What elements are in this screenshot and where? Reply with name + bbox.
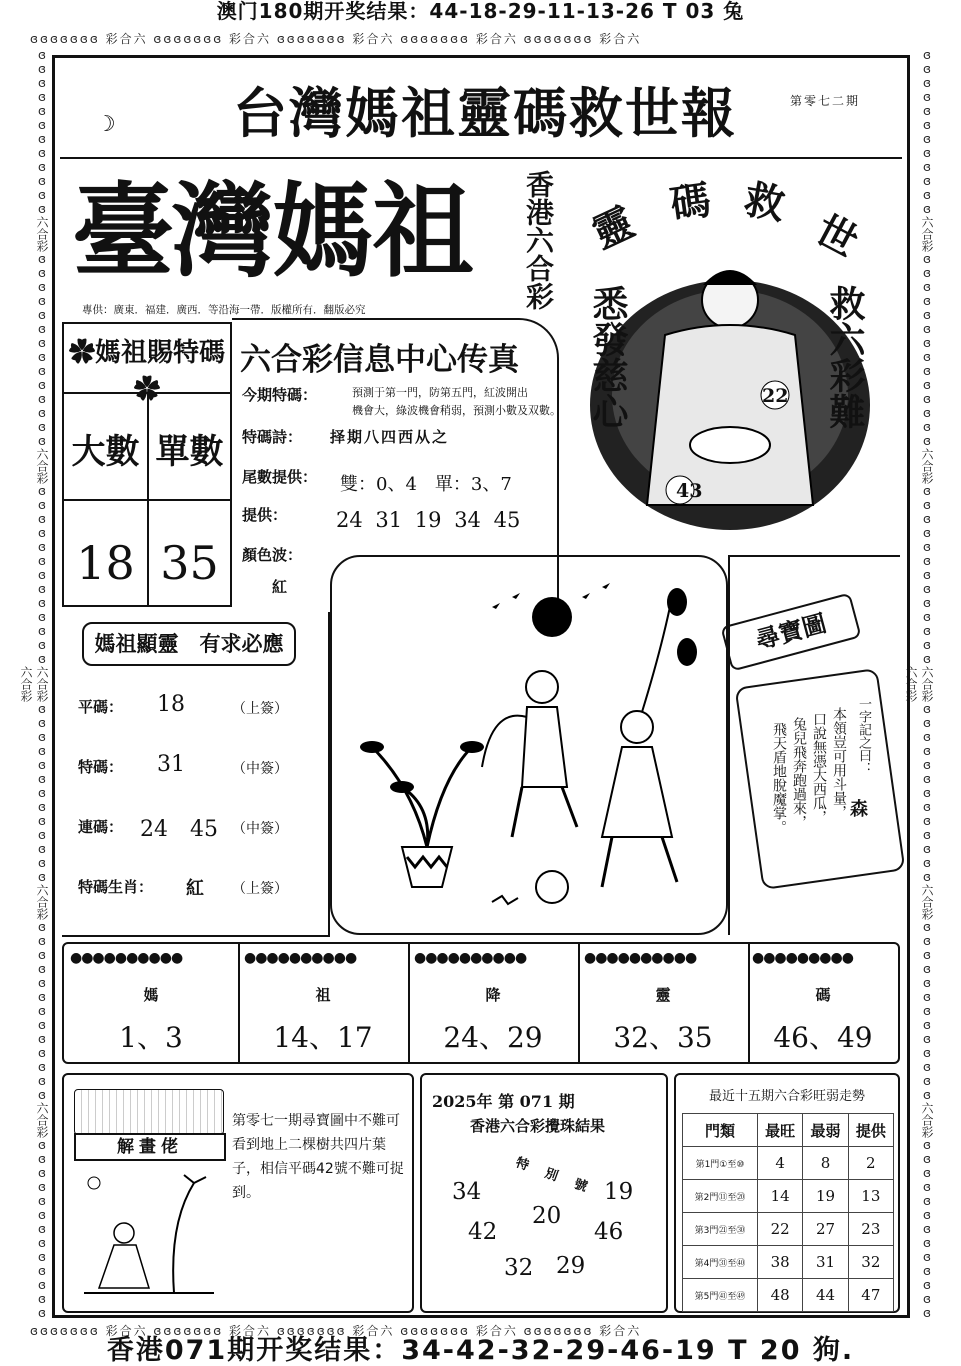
trend-cell: 32: [848, 1246, 893, 1279]
trend-cell: 2: [848, 1147, 893, 1180]
masthead-side-label: 香港六合彩: [522, 170, 555, 310]
trend-header-cell: 最旺: [758, 1114, 803, 1147]
trend-cell: 44: [803, 1279, 848, 1312]
mazu-box: [62, 612, 330, 937]
bottom-banner: 香港071期开奖结果：34-42-32-29-46-19 T 20 狗.: [106, 1335, 855, 1366]
buddha-arc-text-2: 碼: [667, 176, 714, 229]
special-code-col1-value: 18: [76, 536, 135, 590]
trend-cell: 13: [848, 1180, 893, 1213]
fax-color-label: 顏色波：: [242, 546, 303, 564]
treasure-riddle-answer: 森: [850, 799, 868, 820]
number-cell-3: [408, 944, 580, 1062]
result-number-2: 19: [604, 1179, 634, 1205]
number-cell-5: [748, 944, 898, 1062]
border-pattern-right: ɞɞɞɞɞɞɞɞɞɞɞɞ六合彩ɞɞɞɞɞɞɞɞɞɞɞɞɞɞ六合彩ɞɞɞɞɞɞɞɞɞɞɞɞɞ六合彩ɞɞɞɞɞɞɞɞɞɞɞɞɞ六合彩ɞɞɞɞɞɞɞɞɞɞɞɞɞ六合彩ɞɞɞɞɞɞɞɞɞɞɞɞɞ六合彩: [904, 48, 934, 1320]
number-cell-3-values: 24、29: [443, 1021, 543, 1054]
fax-color-text: 紅: [272, 578, 288, 596]
trend-table: [682, 1113, 894, 1312]
trend-cell: 27: [803, 1213, 848, 1246]
buddha-number-a: 22: [762, 385, 789, 407]
result-number-5: 32: [504, 1255, 534, 1281]
number-cell-4-values: 32、35: [613, 1021, 713, 1054]
mazu-row-3-value: 24 45: [140, 817, 218, 842]
header-divider: [60, 157, 902, 159]
buddha-arc-text-1: 靈: [585, 198, 642, 258]
header-title: 台灣媽祖靈碼救世報: [233, 81, 737, 145]
special-code-box: [62, 322, 232, 607]
table-row: [683, 1180, 894, 1213]
buddha-arc-text-3: 救: [740, 175, 789, 230]
scholar-reading-icon: [74, 1163, 224, 1303]
treasure-riddle-line-4: 飛天盾地脫魔掌。: [771, 722, 787, 834]
children-playing-illustration-icon: [342, 567, 717, 922]
open-book-icon: [74, 1089, 224, 1135]
mazu-row-4-tag: （上簽）: [232, 881, 288, 897]
trend-cell: 23: [848, 1213, 893, 1246]
mazu-row-3-tag: （中簽）: [232, 821, 288, 837]
result-special-label: 特別號: [513, 1155, 607, 1202]
number-cell-1-values: 1、3: [119, 1021, 183, 1054]
special-code-title: ✿媽祖賜特碼✿: [68, 338, 226, 405]
ball-strip-1: ●●●●●●●●●●: [70, 950, 183, 966]
trend-cell: 第3門㉑至㉚: [683, 1213, 758, 1246]
explain-box: [62, 1073, 414, 1313]
ball-strip-4: ●●●●●●●●●●: [584, 950, 697, 966]
number-cell-2: [238, 944, 410, 1062]
ball-strip-5: ●●●●●●●●●: [752, 950, 853, 966]
border-pattern-top: ɞɞɞɞɞɞɞ 彩合六 ɞɞɞɞɞɞɞ 彩合六 ɞɞɞɞɞɞɞ 彩合六 ɞɞɞɞɞɞɞ 彩合六 ɞɞɞɞɞɞɞ 彩合六: [30, 32, 642, 46]
mazu-row-2-tag: （中簽）: [232, 761, 288, 777]
result-number-1: 34: [452, 1179, 482, 1205]
masthead-distribution: 專供：廣東．福建．廣西．等沿海一帶．版權所有．翻版必究: [82, 304, 366, 316]
ball-strip-3: ●●●●●●●●●●: [414, 950, 527, 966]
mazu-row-1-tag: （上簽）: [232, 701, 288, 717]
result-special-number: 20: [532, 1203, 562, 1229]
buddha-number-b: 43: [676, 480, 703, 502]
fax-provide-label: 提供：: [242, 506, 288, 524]
buddha-panel: [560, 165, 900, 545]
fax-provide-text: 24 31 19 34 45: [336, 508, 521, 532]
fax-tail-label: 尾數提供：: [242, 468, 318, 486]
mazu-row-1-label: 平碼：: [78, 698, 124, 716]
buddha-left-text: 悉發慈心: [587, 285, 629, 429]
number-cell-3-label: 降: [485, 986, 501, 1004]
mazu-box-title: 媽祖顯靈 有求必應: [82, 622, 296, 666]
trend-cell: 8: [803, 1147, 848, 1180]
trend-cell: 第5門㊶至㊾: [683, 1279, 758, 1312]
mazu-row-3-label: 連碼：: [78, 818, 124, 836]
special-code-title-text: 媽祖賜特碼: [95, 338, 226, 368]
trend-title: 最近十五期六合彩旺弱走勢: [708, 1089, 865, 1104]
treasure-riddle-line-2: 口說無憑大西瓜，: [811, 712, 827, 824]
masthead-title: 臺灣媽祖: [72, 172, 472, 292]
fax-poem-text: 择期八四西从之: [330, 428, 450, 446]
trend-cell: 第2門⑪至⑳: [683, 1180, 758, 1213]
number-cell-5-label: 碼: [815, 986, 831, 1004]
number-cell-5-values: 46、49: [773, 1021, 873, 1054]
mazu-row-4-label: 特碼生肖：: [78, 878, 154, 896]
number-cell-2-label: 祖: [315, 986, 331, 1004]
treasure-title: 尋寶圖: [720, 592, 861, 671]
fax-tail-text: 雙：0、4 單：3、7: [340, 474, 512, 495]
trend-cell: 47: [848, 1279, 893, 1312]
illustration-panel: [330, 555, 728, 935]
result-number-4: 46: [594, 1219, 624, 1245]
number-row: [62, 942, 900, 1064]
trend-cell: 19: [803, 1180, 848, 1213]
mazu-row-2-value: 31: [157, 752, 185, 777]
number-cell-1: [64, 944, 240, 1062]
table-row: [683, 1279, 894, 1312]
result-box: [420, 1073, 668, 1313]
moon-decoration: ☽: [96, 112, 116, 137]
buddha-right-text: 救六彩難: [824, 285, 866, 429]
treasure-panel: [728, 555, 900, 935]
treasure-riddle-line-1: 本領豈可用斗量，: [831, 707, 847, 819]
treasure-riddle-label: 一字記之曰：: [856, 697, 871, 775]
trend-cell: 22: [758, 1213, 803, 1246]
trend-cell: 4: [758, 1147, 803, 1180]
treasure-riddle-line-3: 兔兒飛奔跑過來，: [791, 717, 807, 829]
number-cell-4: [578, 944, 750, 1062]
fax-this-issue-line1: 預測于第一門，防第五門，紅波開出: [352, 386, 528, 399]
table-row: [683, 1213, 894, 1246]
explain-label: 解畫佬: [74, 1133, 226, 1161]
special-code-col2-label: 單數: [155, 432, 224, 472]
trend-cell: 31: [803, 1246, 848, 1279]
number-cell-4-label: 靈: [655, 986, 671, 1004]
trend-box: [674, 1073, 900, 1313]
fax-this-issue-label: 今期特碼：: [242, 386, 318, 404]
mazu-row-2-label: 特碼：: [78, 758, 124, 776]
trend-cell: 第1門①至⑩: [683, 1147, 758, 1180]
trend-cell: 14: [758, 1180, 803, 1213]
special-code-col1-label: 大數: [71, 432, 140, 472]
trend-cell: 第4門㉛至㊵: [683, 1246, 758, 1279]
result-number-6: 29: [556, 1253, 586, 1279]
ball-strip-2: ●●●●●●●●●●: [244, 950, 357, 966]
table-row: [683, 1147, 894, 1180]
top-banner: 澳门180期开奖结果：44-18-29-11-13-26 T 03 兔: [216, 0, 745, 23]
buddha-arc-text-4: 世: [807, 206, 866, 267]
trend-header-cell: 提供: [848, 1114, 893, 1147]
border-pattern-left: ɞɞɞɞɞɞɞɞɞɞɞɞ六合彩ɞɞɞɞɞɞɞɞɞɞɞɞɞɞ六合彩ɞɞɞɞɞɞɞɞɞɞɞɞɞ六合彩ɞɞɞɞɞɞɞɞɞɞɞɞɞ六合彩ɞɞɞɞɞɞɞɞɞɞɞɞɞ六合彩ɞɞɞɞɞɞɞɞɞɞɞɞɞ六合彩: [19, 48, 49, 1320]
explain-text: 第零七一期尋寶圖中不難可看到地上二棵樹共四片葉子，相信平碼42號不難可捉到。: [232, 1113, 404, 1201]
header-issue: 第零七二期: [790, 94, 861, 108]
mazu-row-4-value: 紅: [186, 878, 204, 899]
border-pattern-bottom: ɞɞɞɞɞɞɞ 彩合六 ɞɞɞɞɞɞɞ 彩合六 ɞɞɞɞɞɞɞ 彩合六 ɞɞɞɞɞɞɞ 彩合六 ɞɞɞɞɞɞɞ 彩合六: [30, 1324, 642, 1338]
table-row: [683, 1246, 894, 1279]
trend-header-row: [683, 1114, 894, 1147]
number-cell-1-label: 媽: [143, 986, 159, 1004]
result-year-line: 2025年 第 071 期: [432, 1092, 575, 1111]
result-number-3: 42: [468, 1219, 498, 1245]
number-cell-2-values: 14、17: [273, 1021, 373, 1054]
result-subtitle: 香港六合彩攪珠結果: [470, 1117, 606, 1135]
fax-this-issue-line2: 機會大，綠波機會稍弱，預測小數及双數。: [352, 404, 561, 417]
mazu-row-1-value: 18: [157, 692, 185, 717]
fax-center-title: 六合彩信息中心传真: [240, 342, 519, 378]
special-code-col2-value: 35: [160, 536, 219, 590]
trend-header-cell: 最弱: [803, 1114, 848, 1147]
trend-cell: 38: [758, 1246, 803, 1279]
fax-poem-label: 特碼詩：: [242, 428, 303, 446]
trend-cell: 48: [758, 1279, 803, 1312]
trend-header-cell: 門類: [683, 1114, 758, 1147]
